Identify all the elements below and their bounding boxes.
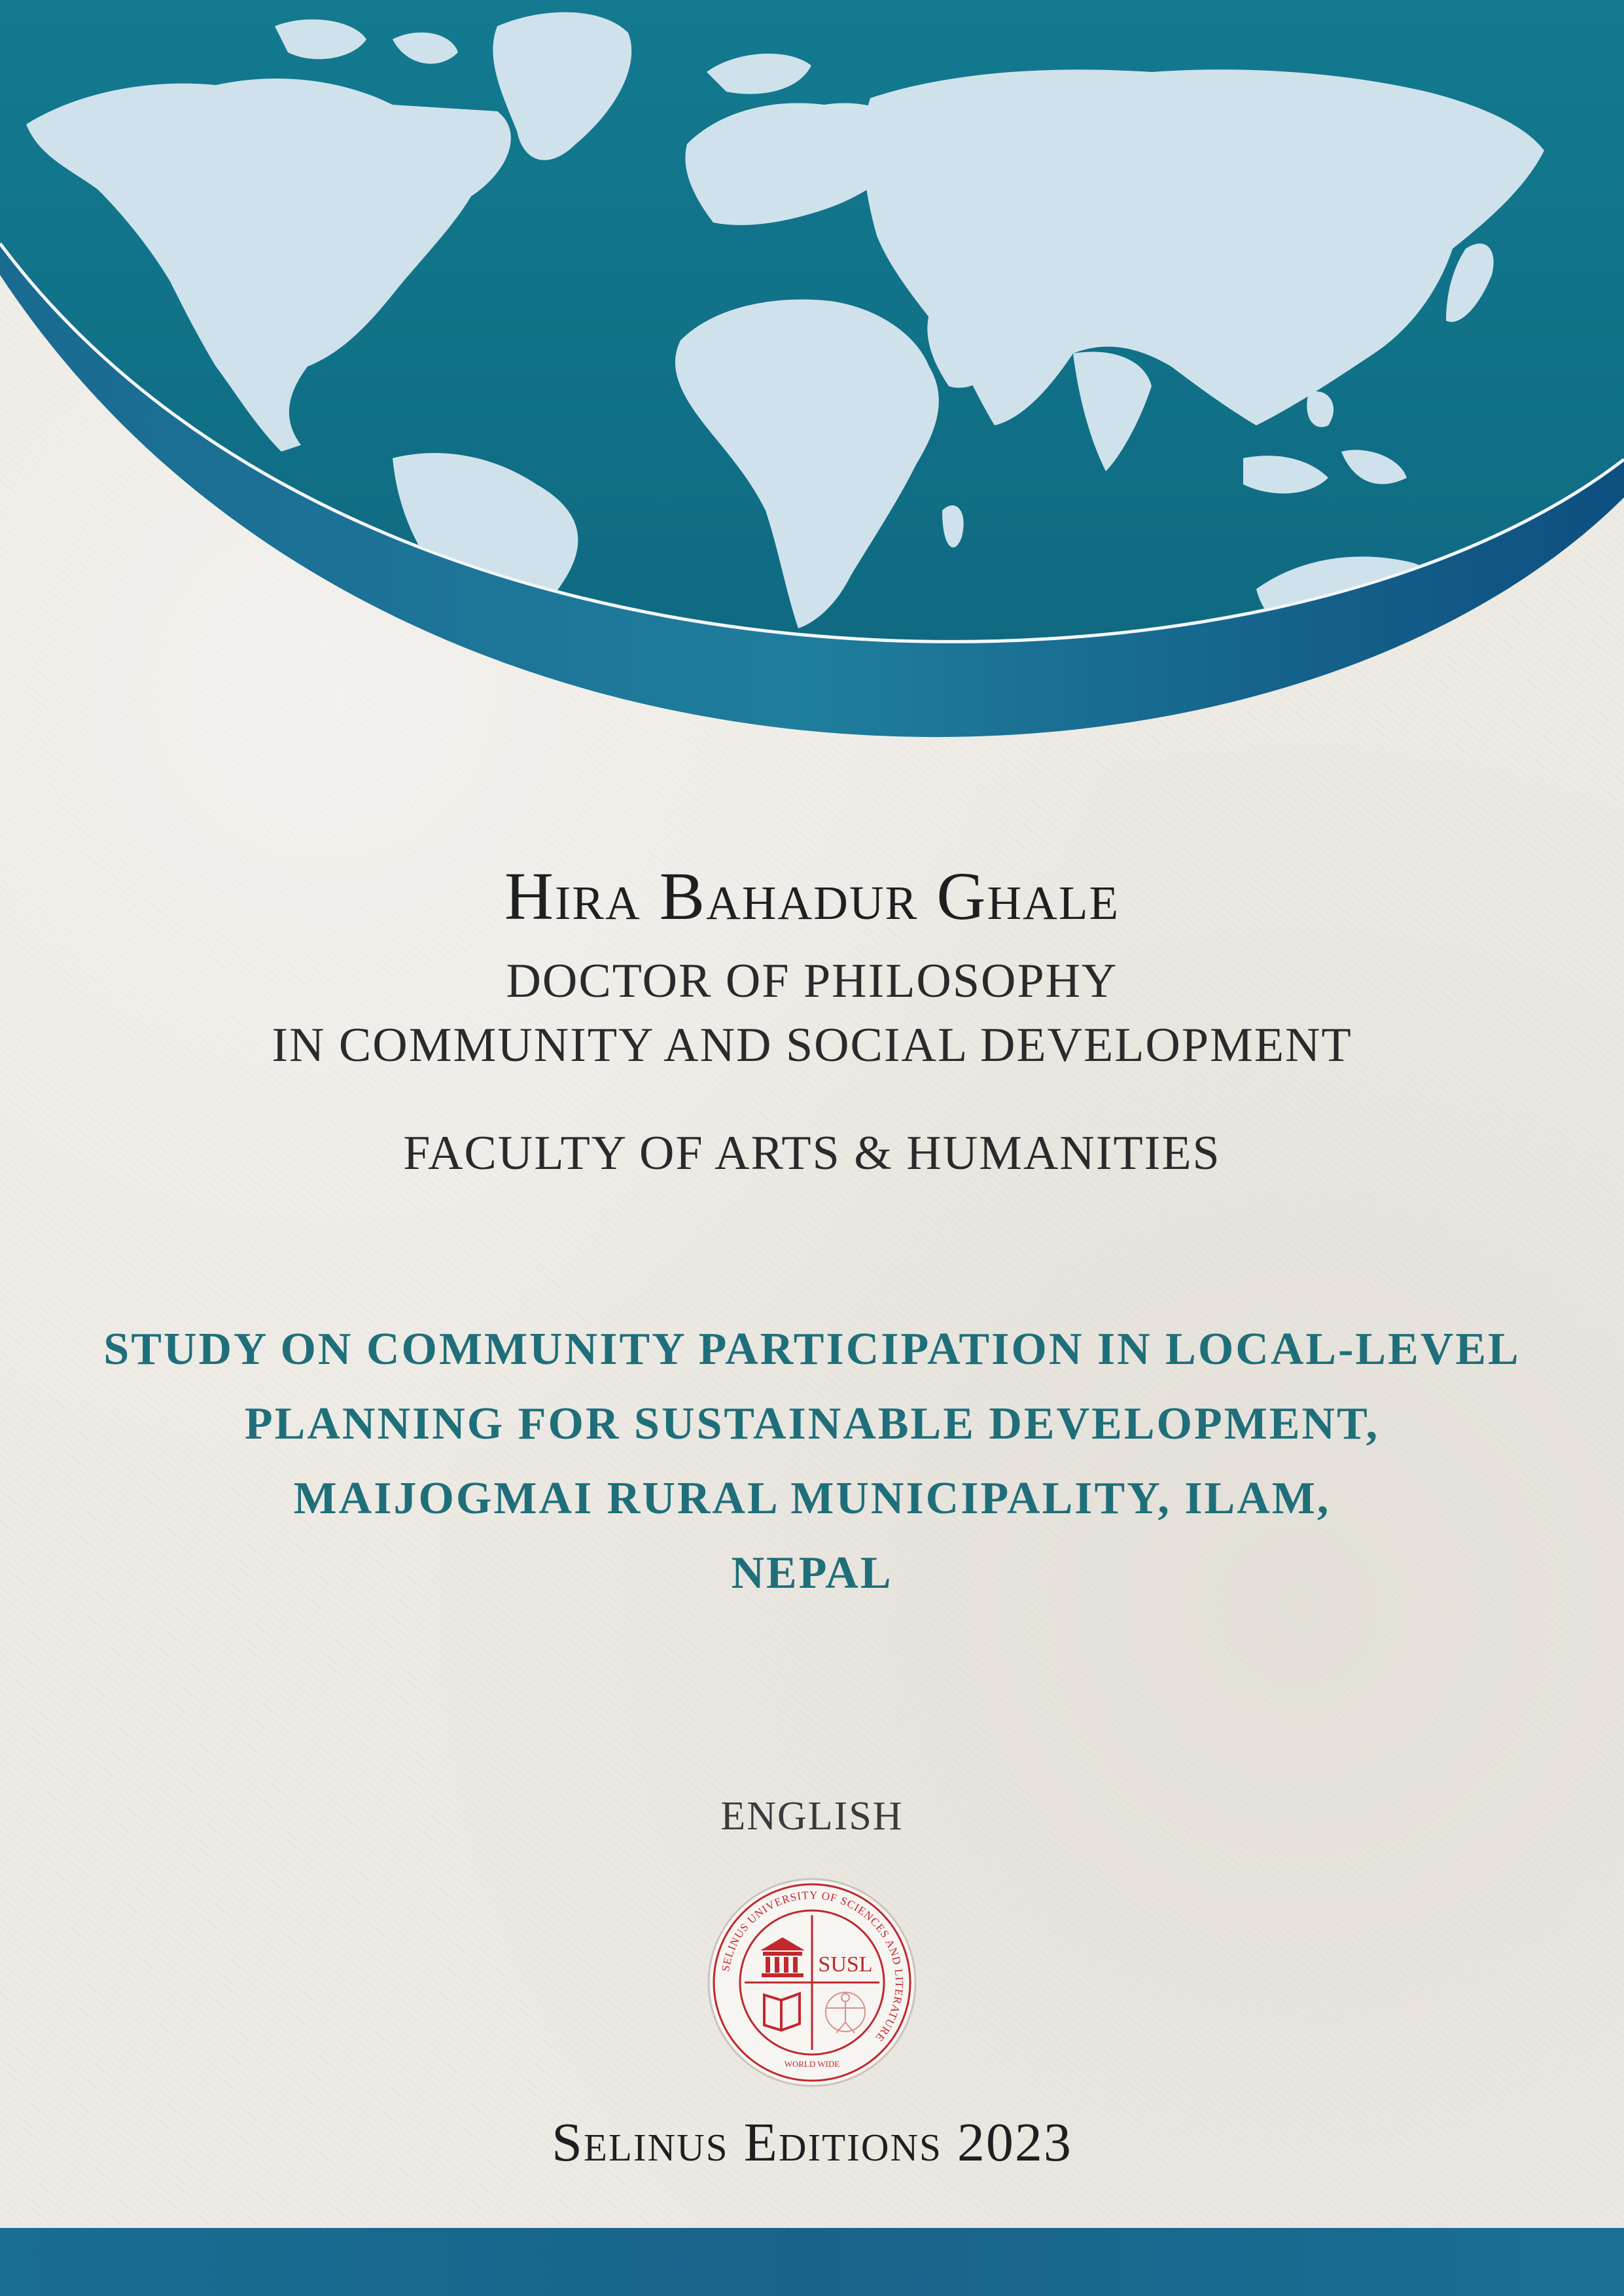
seal-bottom-text: WORLD WIDE <box>784 2059 840 2069</box>
author-name: Hira Bahadur Ghale <box>504 859 1120 934</box>
title-line-2: PLANNING FOR SUSTAINABLE DEVELOPMENT, <box>244 1399 1380 1449</box>
thesis-title <box>0 1312 1624 1611</box>
degree-line-1: DOCTOR OF PHILOSOPHY <box>506 954 1118 1008</box>
university-seal <box>707 1877 917 2088</box>
title-line-4: NEPAL <box>731 1548 893 1598</box>
language-label: ENGLISH <box>720 1794 904 1839</box>
seal-ring-text: SELINUS UNIVERSITY OF SCIENCES AND LITERATURE <box>719 1888 906 2045</box>
title-line-3: MAIJOGMAI RURAL MUNICIPALITY, ILAM, <box>293 1473 1331 1524</box>
seal-center-text: SUSL <box>818 1952 873 1977</box>
publisher-line: Selinus Editions 2023 <box>552 2112 1072 2173</box>
bottom-bar <box>0 2228 1624 2296</box>
continents <box>26 12 1544 681</box>
degree <box>0 949 1624 1077</box>
degree-line-2: IN COMMUNITY AND SOCIAL DEVELOPMENT <box>272 1018 1352 1072</box>
title-line-1: STUDY ON COMMUNITY PARTICIPATION IN LOCAL-LEVEL <box>103 1324 1521 1374</box>
faculty: FACULTY OF ARTS & HUMANITIES <box>403 1126 1221 1180</box>
world-map-banner <box>0 0 1624 785</box>
